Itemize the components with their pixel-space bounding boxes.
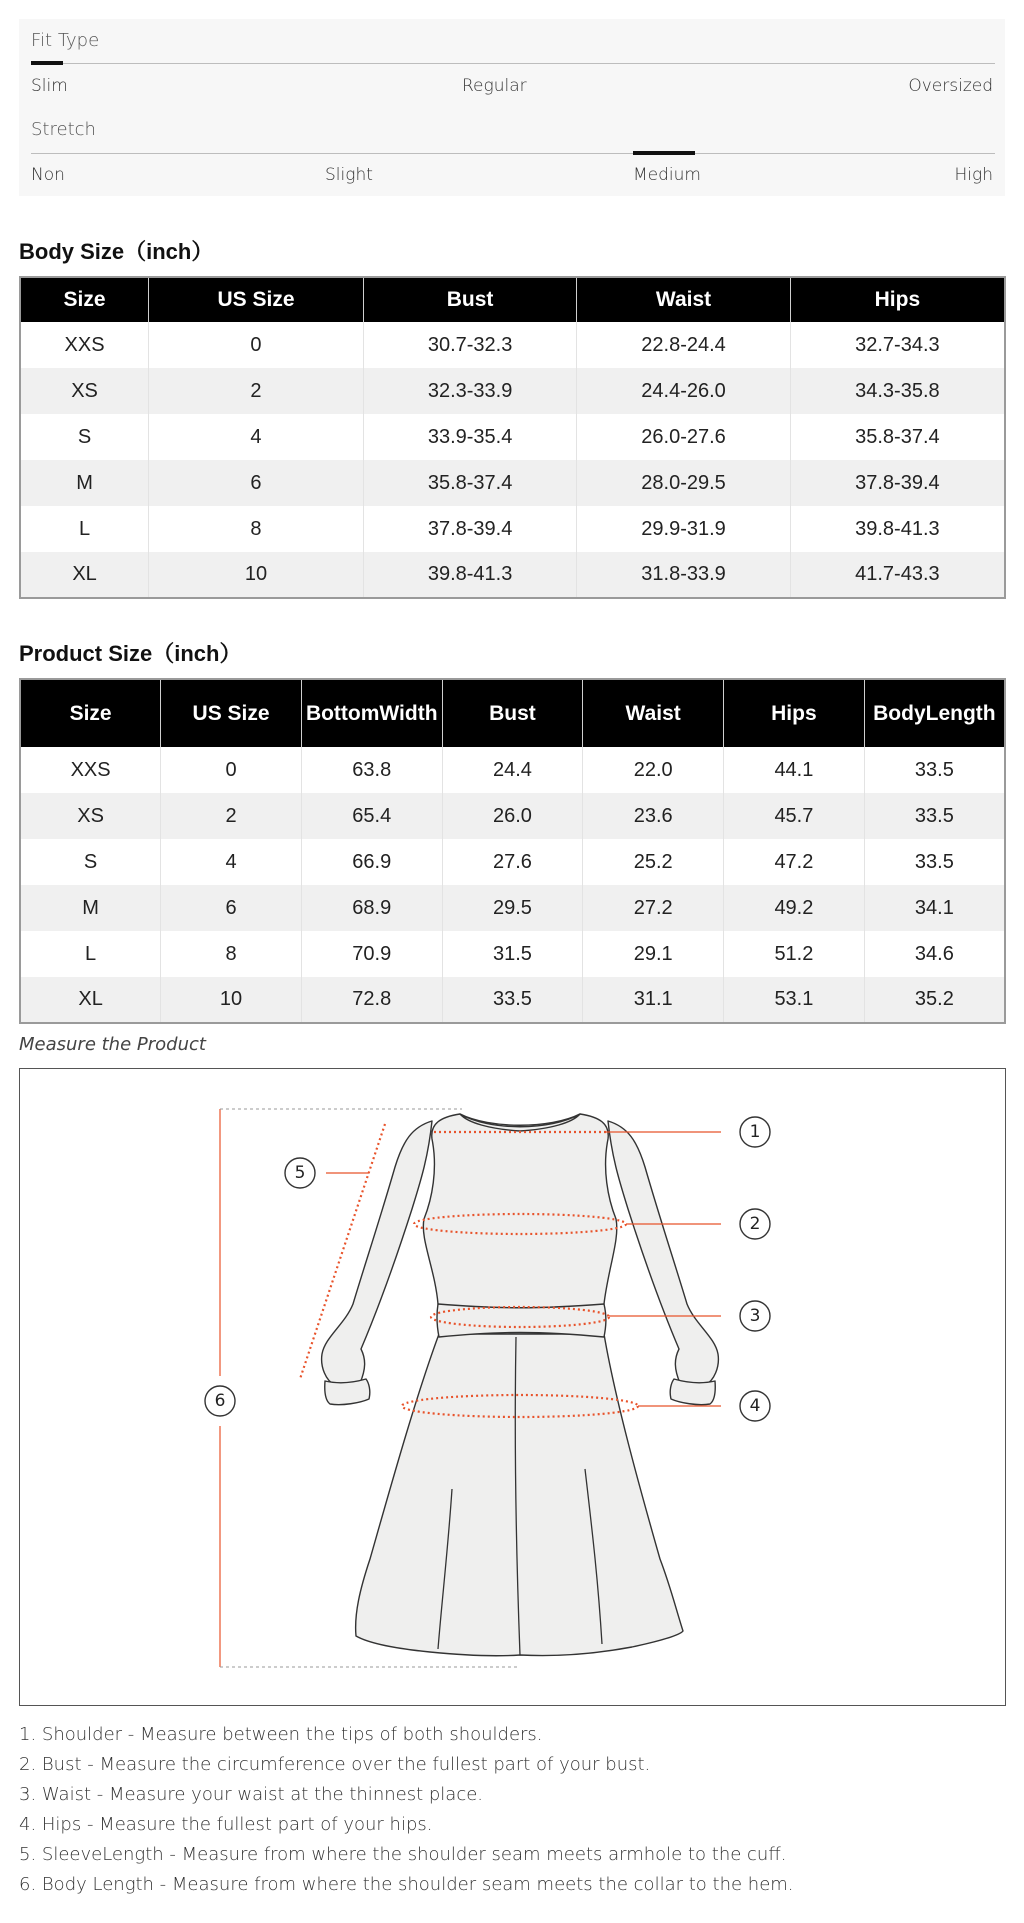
table-cell: 0 — [149, 322, 364, 368]
table-row — [20, 322, 1005, 368]
table-cell: 37.8-39.4 — [363, 506, 576, 552]
table-cell: 28.0-29.5 — [577, 460, 790, 506]
table-cell: 32.3-33.9 — [363, 368, 576, 414]
marker-2-label: 2 — [749, 1214, 761, 1234]
fit-type-label-oversized: Oversized — [908, 76, 993, 96]
note-shoulder: 1. Shoulder - Measure between the tips of both shoulders. — [19, 1724, 543, 1745]
table-cell: 10 — [161, 977, 302, 1023]
measure-notes — [19, 1720, 1009, 1900]
fit-type-label-regular: Regular — [462, 76, 527, 96]
table-cell: 68.9 — [301, 885, 442, 931]
table-cell: XS — [20, 368, 149, 414]
stretch-indicator — [633, 151, 695, 155]
body-size-table — [19, 276, 1006, 599]
table-cell: XL — [20, 552, 149, 598]
table-row — [20, 931, 1005, 977]
table-cell: 37.8-39.4 — [790, 460, 1005, 506]
table-cell: 8 — [161, 931, 302, 977]
fit-stretch-panel — [19, 19, 1005, 196]
fit-type-title: Fit Type — [31, 30, 100, 51]
note-waist: 3. Waist - Measure your waist at the thinnest place. — [19, 1784, 484, 1805]
note-body-length: 6. Body Length - Measure from where the shoulder seam meets the collar to the hem. — [19, 1874, 794, 1895]
stretch-label-slight: Slight — [325, 165, 373, 185]
dress-waistband — [437, 1304, 606, 1337]
header-us-size: US Size — [161, 679, 302, 747]
header-waist: Waist — [583, 679, 724, 747]
header-bottom-width: BottomWidth — [301, 679, 442, 747]
table-cell: 35.8-37.4 — [790, 414, 1005, 460]
table-cell: 4 — [149, 414, 364, 460]
note-hips: 4. Hips - Measure the fullest part of your hips. — [19, 1814, 433, 1835]
table-cell: 41.7-43.3 — [790, 552, 1005, 598]
table-cell: 33.5 — [864, 839, 1005, 885]
left-sleeve — [322, 1121, 432, 1385]
marker-4-label: 4 — [749, 1396, 761, 1416]
table-row — [20, 977, 1005, 1023]
stretch-label-medium: Medium — [633, 165, 701, 185]
table-cell: 34.1 — [864, 885, 1005, 931]
stretch-title: Stretch — [31, 119, 96, 140]
table-row — [20, 414, 1005, 460]
table-cell: 22.0 — [583, 747, 724, 793]
header-hips: Hips — [790, 277, 1005, 322]
table-cell: 65.4 — [301, 793, 442, 839]
marker-3-label: 3 — [749, 1306, 761, 1326]
table-row — [20, 885, 1005, 931]
table-cell: 33.9-35.4 — [363, 414, 576, 460]
measure-diagram — [19, 1068, 1006, 1706]
table-cell: 35.8-37.4 — [363, 460, 576, 506]
table-cell: 6 — [161, 885, 302, 931]
table-cell: 27.6 — [442, 839, 583, 885]
note-bust: 2. Bust - Measure the circumference over the fullest part of your bust. — [19, 1754, 651, 1775]
fit-type-scale — [31, 63, 995, 64]
table-cell: 33.5 — [864, 793, 1005, 839]
table-row — [20, 460, 1005, 506]
table-cell: M — [20, 885, 161, 931]
table-cell: 53.1 — [724, 977, 865, 1023]
table-cell: 72.8 — [301, 977, 442, 1023]
header-hips: Hips — [724, 679, 865, 747]
table-cell: L — [20, 931, 161, 977]
table-cell: 39.8-41.3 — [363, 552, 576, 598]
table-cell: 24.4 — [442, 747, 583, 793]
table-cell: 45.7 — [724, 793, 865, 839]
table-cell: 8 — [149, 506, 364, 552]
table-cell: 39.8-41.3 — [790, 506, 1005, 552]
table-cell: L — [20, 506, 149, 552]
stretch-label-non: Non — [31, 165, 65, 185]
table-cell: 33.5 — [442, 977, 583, 1023]
table-cell: 49.2 — [724, 885, 865, 931]
table-row — [20, 368, 1005, 414]
table-cell: 27.2 — [583, 885, 724, 931]
table-cell: 10 — [149, 552, 364, 598]
table-cell: 51.2 — [724, 931, 865, 977]
table-cell: 6 — [149, 460, 364, 506]
header-us-size: US Size — [149, 277, 364, 322]
table-cell: 24.4-26.0 — [577, 368, 790, 414]
header-bust: Bust — [442, 679, 583, 747]
header-waist: Waist — [577, 277, 790, 322]
table-cell: 2 — [161, 793, 302, 839]
marker-5-label: 5 — [294, 1163, 306, 1183]
right-sleeve — [608, 1121, 718, 1385]
right-cuff — [670, 1379, 715, 1405]
table-cell: 31.5 — [442, 931, 583, 977]
table-cell: 33.5 — [864, 747, 1005, 793]
header-size: Size — [20, 679, 161, 747]
table-cell: 25.2 — [583, 839, 724, 885]
stretch-scale — [31, 153, 995, 154]
table-cell: 63.8 — [301, 747, 442, 793]
table-cell: 47.2 — [724, 839, 865, 885]
table-cell: XXS — [20, 322, 149, 368]
table-row — [20, 552, 1005, 598]
header-body-length: BodyLength — [864, 679, 1005, 747]
table-row — [20, 747, 1005, 793]
table-cell: 34.6 — [864, 931, 1005, 977]
measure-caption: Measure the Product — [19, 1034, 206, 1055]
table-cell: M — [20, 460, 149, 506]
stretch-label-high: High — [954, 165, 993, 185]
note-sleeve-length: 5. SleeveLength - Measure from where the shoulder seam meets armhole to the cuff. — [19, 1844, 787, 1865]
table-cell: 4 — [161, 839, 302, 885]
header-size: Size — [20, 277, 149, 322]
table-cell: 0 — [161, 747, 302, 793]
table-cell: 66.9 — [301, 839, 442, 885]
table-cell: 44.1 — [724, 747, 865, 793]
table-cell: 26.0-27.6 — [577, 414, 790, 460]
table-cell: 31.1 — [583, 977, 724, 1023]
table-cell: 32.7-34.3 — [790, 322, 1005, 368]
table-cell: 29.5 — [442, 885, 583, 931]
dress-bodice — [423, 1114, 616, 1314]
table-cell: 2 — [149, 368, 364, 414]
left-cuff — [325, 1379, 370, 1405]
body-size-header-row — [20, 277, 1005, 322]
table-cell: 22.8-24.4 — [577, 322, 790, 368]
table-cell: 34.3-35.8 — [790, 368, 1005, 414]
table-row — [20, 793, 1005, 839]
fit-type-indicator — [31, 61, 63, 65]
table-cell: XS — [20, 793, 161, 839]
fit-type-label-slim: Slim — [31, 76, 68, 96]
marker-1-label: 1 — [749, 1122, 761, 1142]
dress-illustration — [20, 1069, 1004, 1704]
marker-6-label: 6 — [214, 1391, 226, 1411]
table-cell: S — [20, 414, 149, 460]
product-size-title: Product Size（inch） — [19, 641, 242, 666]
table-cell: XL — [20, 977, 161, 1023]
table-cell: 70.9 — [301, 931, 442, 977]
table-cell: 29.1 — [583, 931, 724, 977]
table-cell: 23.6 — [583, 793, 724, 839]
table-cell: 30.7-32.3 — [363, 322, 576, 368]
product-size-header-row — [20, 679, 1005, 747]
table-cell: 29.9-31.9 — [577, 506, 790, 552]
dress-skirt — [356, 1334, 683, 1656]
table-row — [20, 839, 1005, 885]
table-cell: XXS — [20, 747, 161, 793]
table-cell: 31.8-33.9 — [577, 552, 790, 598]
table-cell: S — [20, 839, 161, 885]
header-bust: Bust — [363, 277, 576, 322]
product-size-table — [19, 678, 1006, 1024]
body-size-title: Body Size（inch） — [19, 239, 214, 264]
table-cell: 35.2 — [864, 977, 1005, 1023]
table-row — [20, 506, 1005, 552]
table-cell: 26.0 — [442, 793, 583, 839]
